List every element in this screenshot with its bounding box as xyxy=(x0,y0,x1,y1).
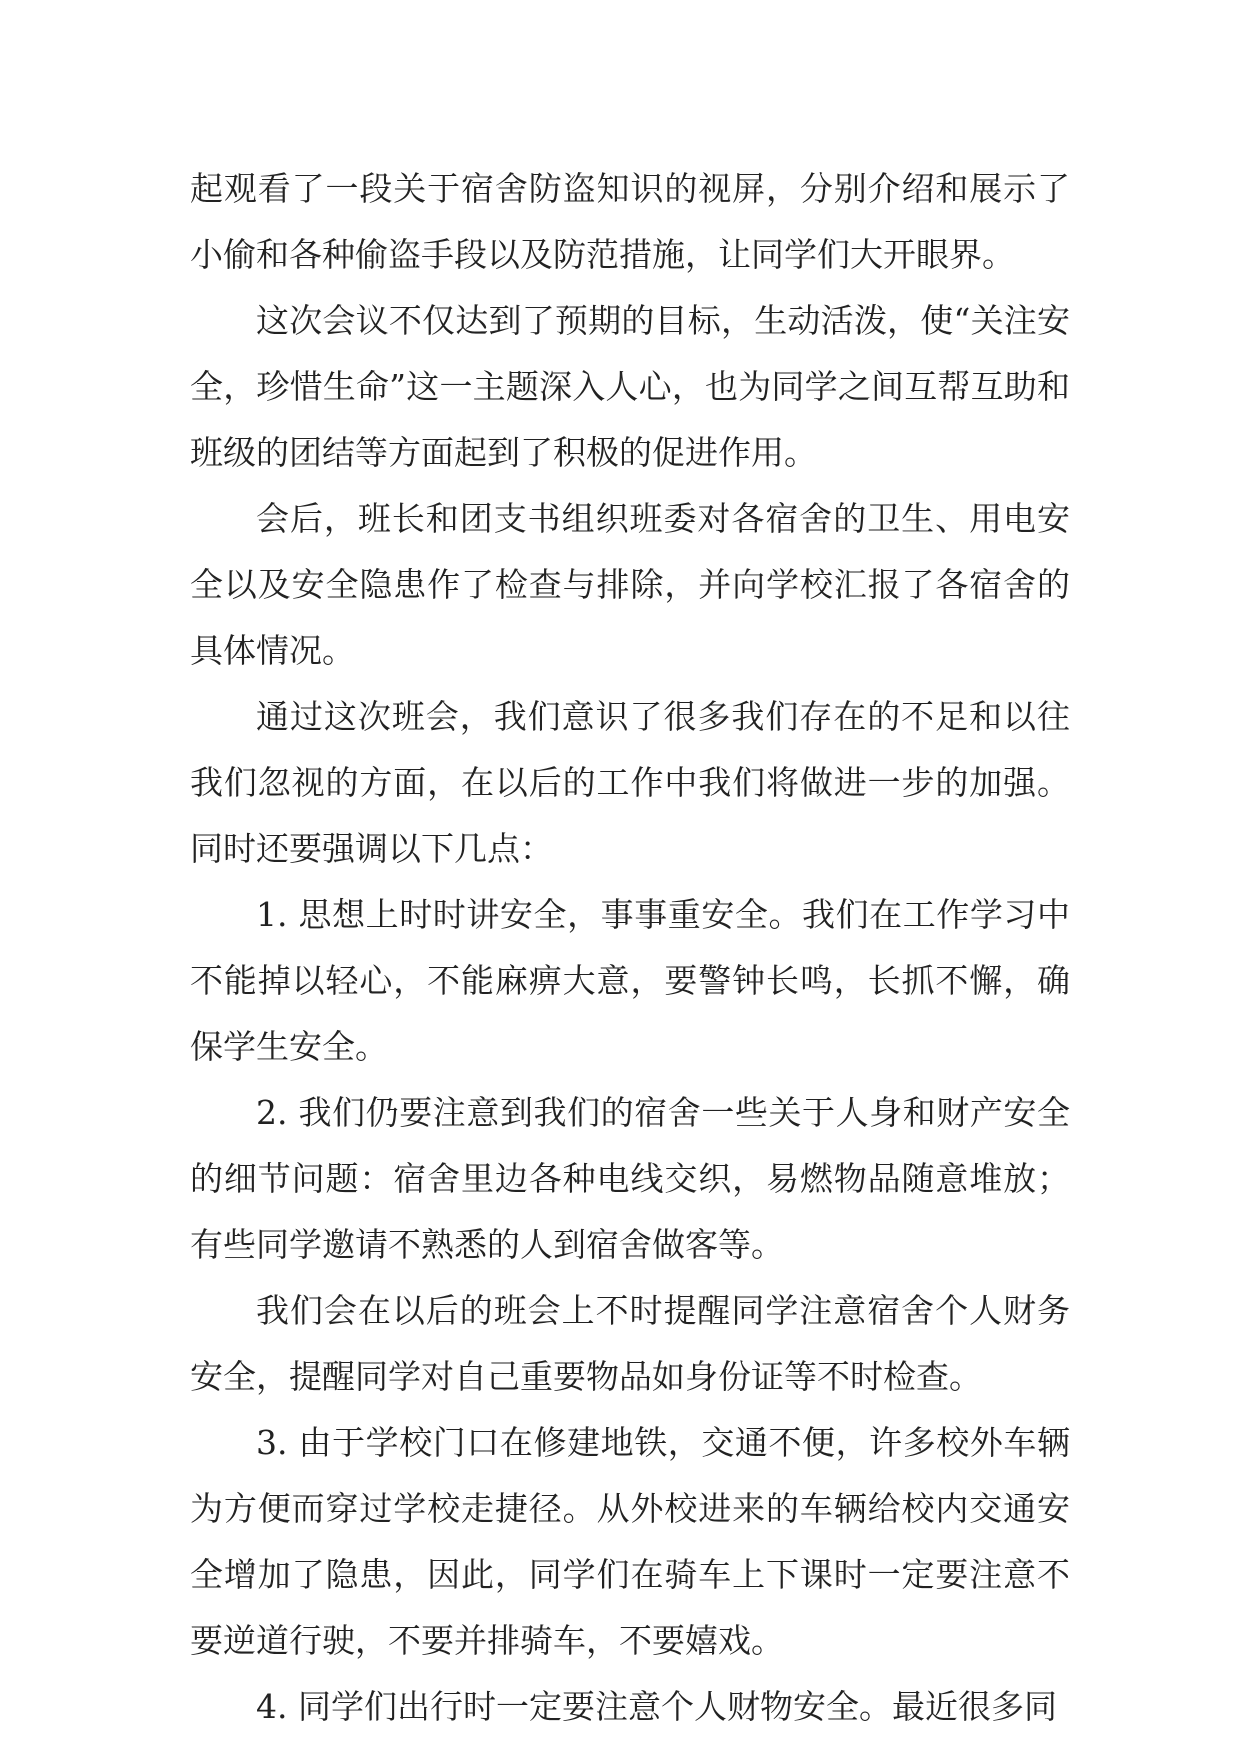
paragraph-1: 起观看了一段关于宿舍防盗知识的视屏，分别介绍和展示了小偷和各种偷盗手段以及防范措施，让同学们大开眼界。 xyxy=(190,169,1070,274)
list-item-4: 4. 同学们出行时一定要注意个人财物安全。最近很多同 xyxy=(256,1687,1057,1726)
paragraph-3: 会后，班长和团支书组织班委对各宿舍的卫生、用电安全以及安全隐患作了检查与排除，并向学校汇报了各宿舍的具体情况。 xyxy=(190,499,1070,670)
list-item-3: 3. 由于学校门口在修建地铁，交通不便，许多校外车辆为方便而穿过学校走捷径。从外校进来的车辆给校内交通安全增加了隐患，因此，同学们在骑车上下课时一定要注意不要逆道行驶，不要并排骑车，不要嬉戏。 xyxy=(190,1423,1070,1660)
document-body xyxy=(190,156,1070,1740)
list-item-1: 1. 思想上时时讲安全，事事重安全。我们在工作学习中不能掉以轻心，不能麻痹大意，要警钟长鸣，长抓不懈，确保学生安全。 xyxy=(190,895,1070,1066)
paragraph-4: 通过这次班会，我们意识了很多我们存在的不足和以往我们忽视的方面，在以后的工作中我们将做进一步的加强。同时还要强调以下几点： xyxy=(190,697,1070,868)
paragraph-7: 我们会在以后的班会上不时提醒同学注意宿舍个人财务安全，提醒同学对自己重要物品如身份证等不时检查。 xyxy=(190,1291,1070,1396)
paragraph-2: 这次会议不仅达到了预期的目标，生动活泼，使“关注安全，珍惜生命”这一主题深入人心，也为同学之间互帮互助和班级的团结等方面起到了积极的促进作用。 xyxy=(190,301,1070,472)
list-item-2: 2. 我们仍要注意到我们的宿舍一些关于人身和财产安全的细节问题：宿舍里边各种电线交织，易燃物品随意堆放；有些同学邀请不熟悉的人到宿舍做客等。 xyxy=(190,1093,1070,1264)
